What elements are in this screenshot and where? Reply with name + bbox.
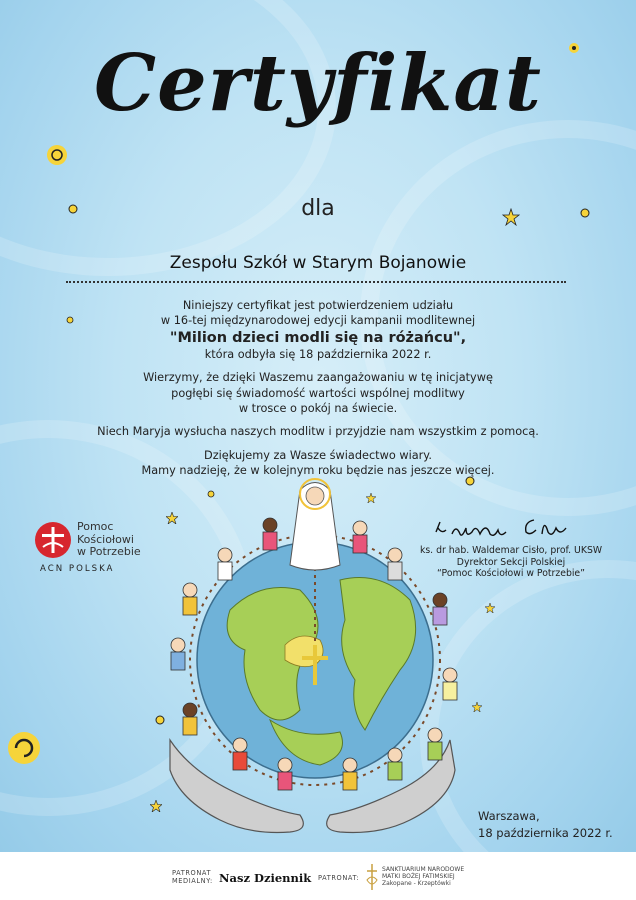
acn-logo (32, 521, 162, 581)
signatory-name: ks. dr hab. Waldemar Cisło, prof. UKSW (419, 545, 603, 556)
place-and-date (478, 808, 613, 842)
logo-line: Pomoc (77, 520, 114, 533)
body-line: Dziękujemy za Wasze świadectwo wiary. (204, 448, 432, 462)
body-line: w trosce o pokój na świecie. (238, 402, 398, 416)
body-line: pogłębi się świadomość wartości wspólnej modlitwy (171, 386, 465, 400)
body-line: Wierzymy, że dzięki Waszemu zaangażowaniu w tę inicjatywę (143, 371, 493, 385)
acn-cross-icon (34, 521, 72, 559)
nasz-dziennik-logo: Nasz Dziennik (219, 871, 312, 885)
issue-date: 18 października 2022 r. (478, 826, 613, 840)
signatory-organization: “Pomoc Kościołowi w Potrzebie” (437, 568, 585, 579)
place-city: Warszawa, (478, 809, 540, 823)
body-line: Niech Maryja wysłucha naszych modlitw i przyjdzie nam wszystkim z pomocą. (97, 425, 539, 439)
media-patron-label (172, 869, 213, 885)
sanctuary-logo-icon (364, 862, 380, 892)
acn-logo-text (77, 521, 141, 559)
body-line: Mamy nadzieję, że w kolejnym roku będzie nas jeszcze więcej. (141, 464, 495, 478)
sanctuary-line: Zakopane - Krzeptówki (382, 880, 451, 888)
footer-patrons (0, 852, 636, 900)
logo-line: Kościołowi (77, 532, 134, 546)
body-line: Niniejszy certyfikat jest potwierdzeniem udziału (182, 299, 454, 312)
for-label: dla (301, 196, 335, 221)
logo-line: w Potrzebie (77, 545, 141, 558)
body-line: która odbyła się 18 października 2022 r. (204, 347, 432, 361)
sanctuary-line: MATKI BOŻEJ FATIMSKIEJ (382, 873, 455, 881)
signatory-role: Dyrektor Sekcji Polskiej (456, 556, 566, 568)
yellow-dot-decoration (6, 730, 42, 766)
media-patron-label-line: MEDIALNY: (172, 877, 213, 885)
recipient-name: Zespołu Szkół w Starym Bojanowie (169, 253, 467, 273)
dotted-divider (66, 281, 566, 283)
sanctuary-line: SANKTUARIUM NARODOWE (382, 866, 465, 873)
body-line: w 16-tej międzynarodowej edycji kampanii modlitewnej (160, 314, 476, 328)
star-decoration (485, 603, 495, 613)
campaign-name: "Milion dzieci modli się na różańcu", (169, 329, 467, 346)
sanctuary-logo-text (382, 866, 464, 888)
certificate-title: Certyfikat (94, 38, 542, 129)
globe-children-illustration (150, 470, 480, 850)
yellow-dot-decoration (45, 143, 69, 167)
patron-label: PATRONAT: (318, 874, 360, 882)
media-patron-label-line: PATRONAT (172, 869, 212, 877)
certificate-body (60, 298, 576, 487)
acn-polska-label: ACN POLSKA (40, 564, 115, 574)
